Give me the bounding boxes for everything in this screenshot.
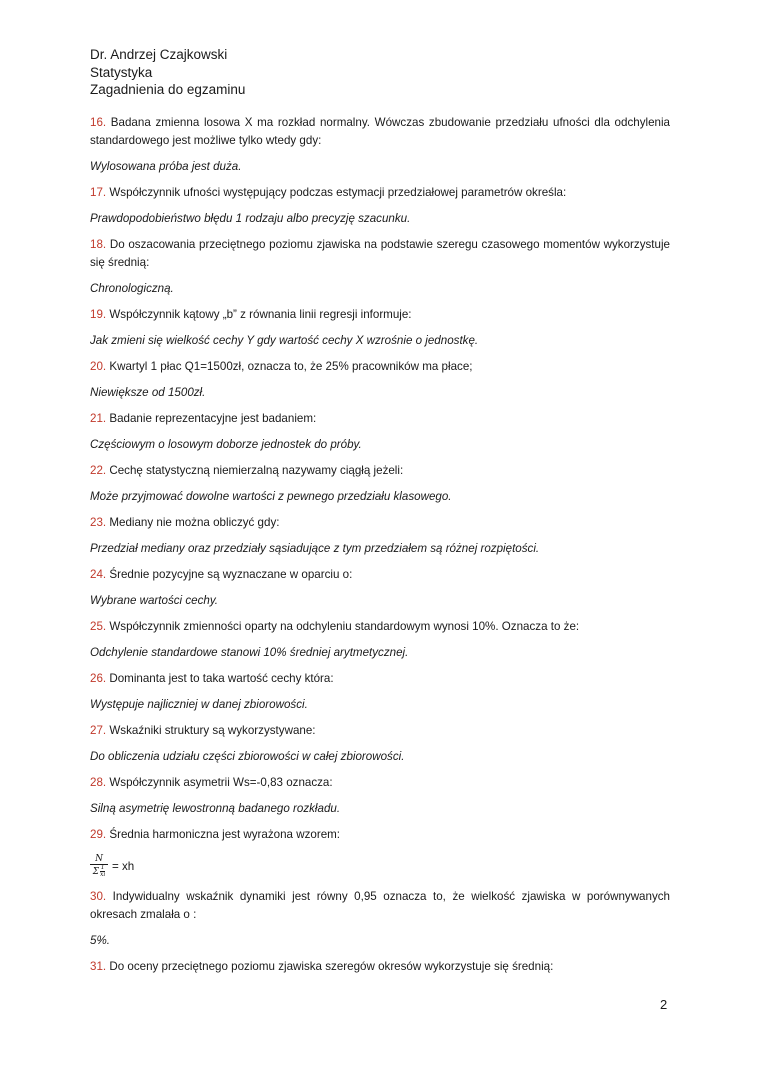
inner-numerator: 1 bbox=[100, 864, 105, 871]
question-31 bbox=[90, 958, 670, 976]
answer-30: 5%. bbox=[90, 934, 110, 947]
question-text: Do oceny przeciętnego poziomu zjawiska szeregów okresów wykorzystuje się średnią: bbox=[106, 960, 554, 973]
answer-27: Do obliczenia udziału części zbiorowości w całej zbiorowości. bbox=[90, 750, 405, 763]
question-27 bbox=[90, 722, 670, 740]
question-20 bbox=[90, 358, 670, 376]
question-text: Do oszacowania przeciętnego poziomu zjawiska na podstawie szeregu czasowego momentów wykorzystuje się średnią: bbox=[90, 238, 670, 269]
formula-rhs: = xh bbox=[112, 859, 135, 873]
question-25 bbox=[90, 618, 670, 636]
question-number: 31. bbox=[90, 960, 107, 973]
question-text: Współczynnik ufności występujący podczas estymacji przedziałowej parametrów określa: bbox=[106, 186, 567, 199]
question-text: Cechę statystyczną niemierzalną nazywamy ciągłą jeżeli: bbox=[106, 464, 404, 477]
question-text: Współczynnik zmienności oparty na odchyleniu standardowym wynosi 10%. Oznacza to że: bbox=[106, 620, 580, 633]
question-text: Średnia harmoniczna jest wyrażona wzorem: bbox=[106, 828, 341, 841]
question-29 bbox=[90, 826, 670, 844]
question-21 bbox=[90, 410, 670, 428]
question-text: Współczynnik asymetrii Ws=-0,83 oznacza: bbox=[106, 776, 333, 789]
question-17 bbox=[90, 184, 670, 202]
question-16 bbox=[90, 114, 670, 150]
question-text: Średnie pozycyjne są wyznaczane w oparciu o: bbox=[106, 568, 353, 581]
sigma-symbol: Σ bbox=[92, 866, 100, 877]
answer-26: Występuje najliczniej w danej zbiorowości. bbox=[90, 698, 308, 711]
question-24 bbox=[90, 566, 670, 584]
question-text: Dominanta jest to taka wartość cechy która: bbox=[106, 672, 334, 685]
formula-numerator: N bbox=[95, 854, 103, 864]
question-number: 25. bbox=[90, 620, 107, 633]
harmonic-mean-formula bbox=[90, 852, 670, 880]
question-text: Współczynnik kątowy „b” z równania linii regresji informuje: bbox=[106, 308, 412, 321]
question-text: Indywidualny wskaźnik dynamiki jest równy 0,95 oznacza to, że wielkość zjawiska w porównywanych okresach zmalała o : bbox=[90, 890, 670, 921]
question-text: Kwartyl 1 płac Q1=1500zł, oznacza to, że 25% pracowników ma płace; bbox=[106, 360, 473, 373]
formula-fraction bbox=[90, 854, 108, 878]
question-23 bbox=[90, 514, 670, 532]
answer-18: Chronologiczną. bbox=[90, 282, 174, 295]
page-number: 2 bbox=[660, 997, 668, 1012]
question-list bbox=[90, 114, 670, 984]
question-number: 21. bbox=[90, 412, 107, 425]
question-number: 16. bbox=[90, 116, 107, 129]
question-number: 22. bbox=[90, 464, 107, 477]
answer-20: Niewiększe od 1500zł. bbox=[90, 386, 206, 399]
document-header bbox=[90, 46, 245, 99]
answer-23: Przedział mediany oraz przedziały sąsiadujące z tym przedziałem są różnej rozpiętości. bbox=[90, 542, 540, 555]
question-19 bbox=[90, 306, 670, 324]
question-text: Mediany nie można obliczyć gdy: bbox=[106, 516, 280, 529]
answer-22: Może przyjmować dowolne wartości z pewnego przedziału klasowego. bbox=[90, 490, 452, 503]
question-number: 30. bbox=[90, 890, 107, 903]
document-title: Zagadnienia do egzaminu bbox=[90, 82, 246, 97]
question-number: 23. bbox=[90, 516, 107, 529]
question-number: 26. bbox=[90, 672, 107, 685]
question-number: 19. bbox=[90, 308, 107, 321]
question-number: 29. bbox=[90, 828, 107, 841]
question-18 bbox=[90, 236, 670, 272]
subject: Statystyka bbox=[90, 64, 153, 80]
question-text: Badanie reprezentacyjne jest badaniem: bbox=[106, 412, 317, 425]
inner-fraction bbox=[100, 865, 105, 878]
question-text: Badana zmienna losowa X ma rozkład normalny. Wówczas zbudowanie przedziału ufności dla odchylenia standardowego jest możliwe tylko wtedy gdy: bbox=[90, 116, 670, 147]
answer-21: Częściowym o losowym doborze jednostek do próby. bbox=[90, 438, 362, 451]
question-number: 20. bbox=[90, 360, 107, 373]
formula-denominator bbox=[93, 865, 106, 878]
inner-denominator: xi bbox=[100, 871, 106, 878]
question-number: 24. bbox=[90, 568, 107, 581]
question-number: 17. bbox=[90, 186, 107, 199]
answer-24: Wybrane wartości cechy. bbox=[90, 594, 219, 607]
answer-16: Wylosowana próba jest duża. bbox=[90, 160, 242, 173]
question-26 bbox=[90, 670, 670, 688]
answer-17: Prawdopodobieństwo błędu 1 rodzaju albo precyzję szacunku. bbox=[90, 212, 411, 225]
question-text: Wskaźniki struktury są wykorzystywane: bbox=[106, 724, 316, 737]
question-22 bbox=[90, 462, 670, 480]
question-number: 18. bbox=[90, 238, 107, 251]
question-number: 28. bbox=[90, 776, 107, 789]
question-30 bbox=[90, 888, 670, 924]
answer-28: Silną asymetrię lewostronną badanego rozkładu. bbox=[90, 802, 341, 815]
answer-19: Jak zmieni się wielkość cechy Y gdy wartość cechy X wzrośnie o jednostkę. bbox=[90, 334, 479, 347]
author: Dr. Andrzej Czajkowski bbox=[90, 47, 228, 62]
question-number: 27. bbox=[90, 724, 107, 737]
question-28 bbox=[90, 774, 670, 792]
answer-25: Odchylenie standardowe stanowi 10% średniej arytmetycznej. bbox=[90, 646, 409, 659]
